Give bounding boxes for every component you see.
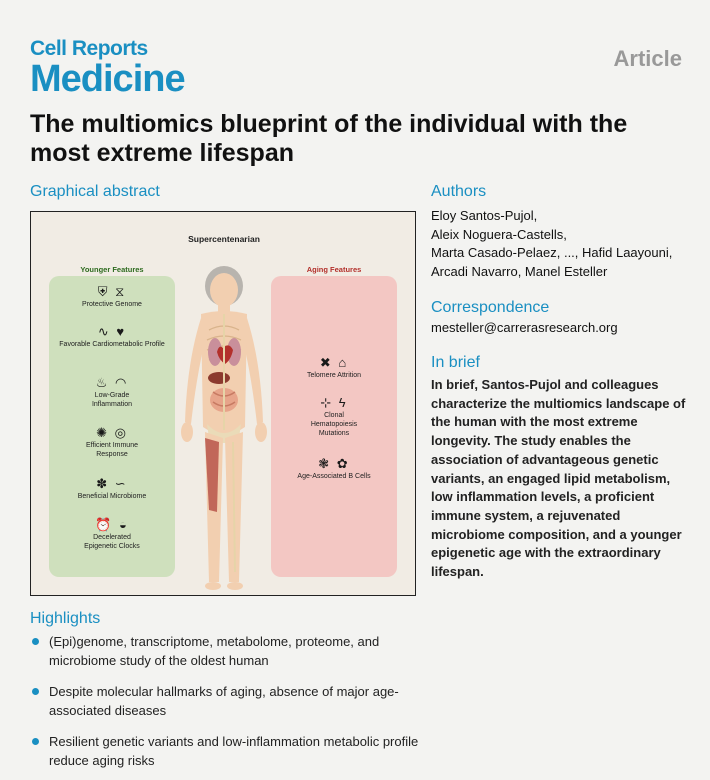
highlight-text: Resilient genetic variants and low-inflammation metabolic profile reduce aging risks — [49, 734, 419, 768]
correspondence-heading: Correspondence — [431, 299, 550, 316]
graphical-abstract-heading: Graphical abstract — [30, 183, 160, 200]
journal-logo — [30, 38, 185, 98]
feature-label: Protective Genome — [82, 301, 142, 308]
younger-features-title: Younger Features — [80, 265, 144, 274]
virus-target-icon: ✺ ◎ — [96, 425, 128, 440]
feature-protective-genome — [49, 284, 175, 309]
journal-name-line2: Medicine — [30, 58, 185, 100]
bacteria-gut-icon: ✽ ∽ — [96, 476, 128, 491]
feature-telomere — [271, 355, 397, 380]
feature-cardiometabolic — [49, 324, 175, 349]
feature-label: Clonal Hematopoiesis Mutations — [310, 412, 358, 437]
aging-features-title: Aging Features — [306, 265, 362, 274]
author-line: Marta Casado-Pelaez, ..., Hafid Laayouni, — [431, 245, 673, 261]
journal-name-line1: Cell Reports — [30, 37, 148, 60]
feature-microbiome — [49, 476, 175, 501]
article-title: The multiomics blueprint of the individual with the most extreme lifespan — [30, 110, 628, 167]
graphical-abstract — [30, 211, 416, 596]
cells-plant-icon: ❃ ✿ — [318, 456, 350, 471]
center-title: Supercentenarian — [188, 234, 260, 244]
correspondence-email[interactable]: mesteller@carrerasresearch.org — [431, 320, 618, 335]
highlight-item — [30, 682, 430, 720]
feature-label: Telomere Attrition — [306, 372, 362, 379]
feature-epigenetic-clocks — [49, 517, 175, 551]
tree-lightning-icon: ⊹ ϟ — [320, 395, 348, 410]
author-line: Eloy Santos-Pujol, — [431, 208, 538, 223]
bullet-icon — [32, 738, 39, 745]
supercentenarian-body-figure — [179, 252, 269, 596]
highlight-item — [30, 632, 430, 670]
highlight-item — [30, 732, 430, 770]
feature-label: Low-Grade Inflammation — [91, 392, 133, 408]
feature-inflammation — [49, 375, 175, 409]
authors-list — [431, 207, 701, 281]
clock-turtle-icon: ⏰ ◒ — [95, 517, 129, 532]
feature-immune — [49, 425, 175, 459]
feature-label: Age-Associated B Cells — [297, 473, 371, 480]
authors-heading: Authors — [431, 183, 487, 200]
feature-label: Favorable Cardiometabolic Profile — [59, 341, 165, 348]
chart-heart-icon: ∿ ♥ — [97, 324, 127, 339]
highlights-heading: Highlights — [30, 610, 101, 627]
author-line: Arcadi Navarro, Manel Esteller — [431, 263, 608, 279]
in-brief-heading: In brief — [431, 354, 480, 371]
feature-b-cells — [271, 456, 397, 481]
feature-label: Decelerated Epigenetic Clocks — [84, 534, 140, 550]
article-type-label: Article — [613, 46, 682, 71]
flame-gauge-icon: ♨ ◠ — [95, 375, 129, 390]
bullet-icon — [32, 688, 39, 695]
author-line: Aleix Noguera-Castells, — [431, 226, 567, 242]
feature-label: Efficient Immune Response — [85, 442, 138, 458]
highlight-text: (Epi)genome, transcriptome, metabolome, proteome, and microbiome study of the oldest human — [49, 634, 380, 668]
in-brief-text: In brief, Santos-Pujol and colleagues characterize the multiomics landscape of the human with the most extreme longevity. The study enables the association of advantageous genetic variants, an engaged lipid metabolism, low inflammation levels, a proficient immune system, a rejuvenated microbiome composition, and a younger epigenetic age with the extraordinary lifespan. — [431, 377, 686, 580]
bullet-icon — [32, 638, 39, 645]
feature-label: Beneficial Microbiome — [77, 493, 147, 500]
highlight-text: Despite molecular hallmarks of aging, absence of major age-associated diseases — [49, 684, 399, 718]
chromosome-stump-icon: ✖ ⌂ — [319, 355, 349, 370]
shield-dna-icon: ⛨ ⧖ — [97, 284, 127, 299]
feature-hematopoiesis — [271, 395, 397, 438]
highlights-list — [30, 632, 430, 780]
